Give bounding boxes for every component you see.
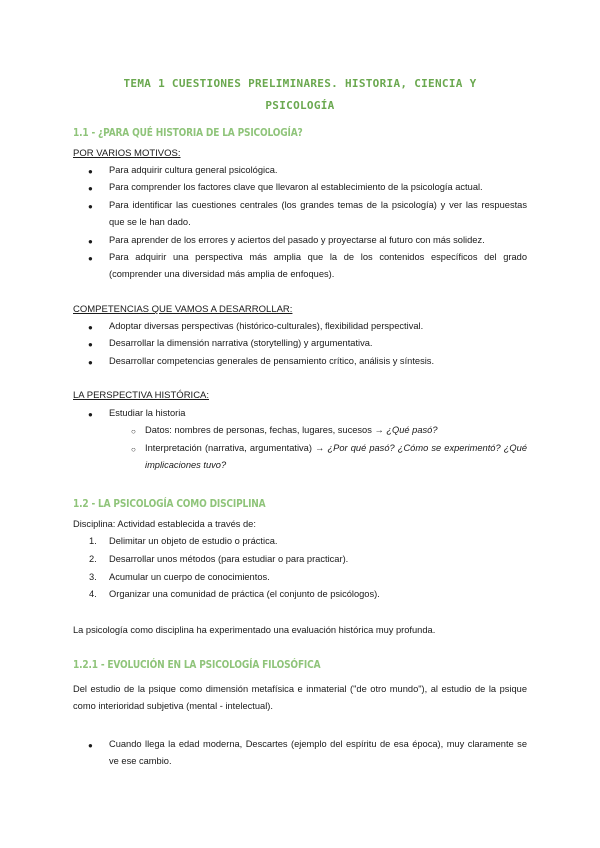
list-number: 2. [89,554,97,564]
list-item: Para aprender de los errores y aciertos del pasado y proyectarse al futuro con más solidez. [109,235,485,245]
section-heading-1-2: 1.2 - LA PSICOLOGÍA COMO DISCIPLINA [73,497,266,510]
subheading-competencias: COMPETENCIAS QUE VAMOS A DESARROLLAR: [73,304,293,315]
list-item: Para adquirir cultura general psicológica. [109,165,278,175]
bullet-icon: ● [88,167,93,176]
subheading-motivos: POR VARIOS MOTIVOS: [73,148,181,159]
list-item: Para adquirir una perspectiva más amplia que la de los contenidos específicos del grado (comprender una diversidad más amplia de enfoques). [109,252,527,279]
list-item: Adoptar diversas perspectivas (histórico-culturales), flexibilidad perspectival. [109,321,424,331]
paragraph: Disciplina: Actividad establecida a través de: [73,519,256,529]
sublist-item-text: Interpretación (narrativa, argumentativa) → [145,443,325,453]
circle-bullet-icon: ○ [131,427,136,436]
section-heading-1-1: 1.1 - ¿PARA QUÉ HISTORIA DE LA PSICOLOGÍA? [73,126,303,139]
sublist-item-question: ¿Qué pasó? [386,425,438,435]
bullet-icon: ● [88,340,93,349]
sublist-item-text: Datos: nombres de personas, fechas, lugares, sucesos → [145,425,384,435]
list-number: 1. [89,536,97,546]
list-item: Estudiar la historia [109,408,186,418]
list-item: Para identificar las cuestiones centrales (los grandes temas de la psicología) y ver las respuestas que se le han dado. [109,200,527,227]
document-title-line-1: TEMA 1 CUESTIONES PRELIMINARES. HISTORIA, CIENCIA Y [123,77,477,90]
bullet-icon: ● [88,184,93,193]
subheading-perspectiva: LA PERSPECTIVA HISTÓRICA: [73,390,210,401]
paragraph: Del estudio de la psique como dimensión metafísica e inmaterial ("de otro mundo"), al estudio de la psique como interioridad subjetiva (mental - intelectual). [73,684,527,711]
numbered-item: Organizar una comunidad de práctica (el conjunto de psicólogos). [109,589,380,599]
paragraph: La psicología como disciplina ha experimentado una evaluación histórica muy profunda. [73,625,436,635]
bullet-icon: ● [88,202,93,211]
list-number: 4. [89,589,97,599]
bullet-icon: ● [88,254,93,263]
list-item: Para comprender los factores clave que llevaron al establecimiento de la psicología actual. [109,182,483,192]
bullet-icon: ● [88,323,93,332]
bullet-icon: ● [88,741,93,750]
numbered-item: Acumular un cuerpo de conocimientos. [109,572,270,582]
list-item: Desarrollar la dimensión narrativa (storytelling) y argumentativa. [109,338,373,348]
list-item: Desarrollar competencias generales de pensamiento crítico, análisis y síntesis. [109,356,435,366]
section-heading-1-2-1: 1.2.1 - EVOLUCIÓN EN LA PSICOLOGÍA FILOSÓFICA [73,658,321,671]
numbered-item: Delimitar un objeto de estudio o práctica. [109,536,278,546]
bullet-icon: ● [88,358,93,367]
bullet-icon: ● [88,410,93,419]
sublist-item-question: ¿Por qué pasó? ¿Cómo se experimentó? ¿Qué implicaciones tuvo? [145,443,527,470]
bullet-icon: ● [88,237,93,246]
list-number: 3. [89,572,97,582]
sublist-item [145,422,438,439]
document-title-line-2: PSICOLOGÍA [265,99,335,112]
sublist-item [145,440,527,474]
numbered-item: Desarrollar unos métodos (para estudiar o para practicar). [109,554,349,564]
list-item: Cuando llega la edad moderna, Descartes (ejemplo del espíritu de esa época), muy claramente se ve ese cambio. [109,739,527,766]
circle-bullet-icon: ○ [131,445,136,454]
